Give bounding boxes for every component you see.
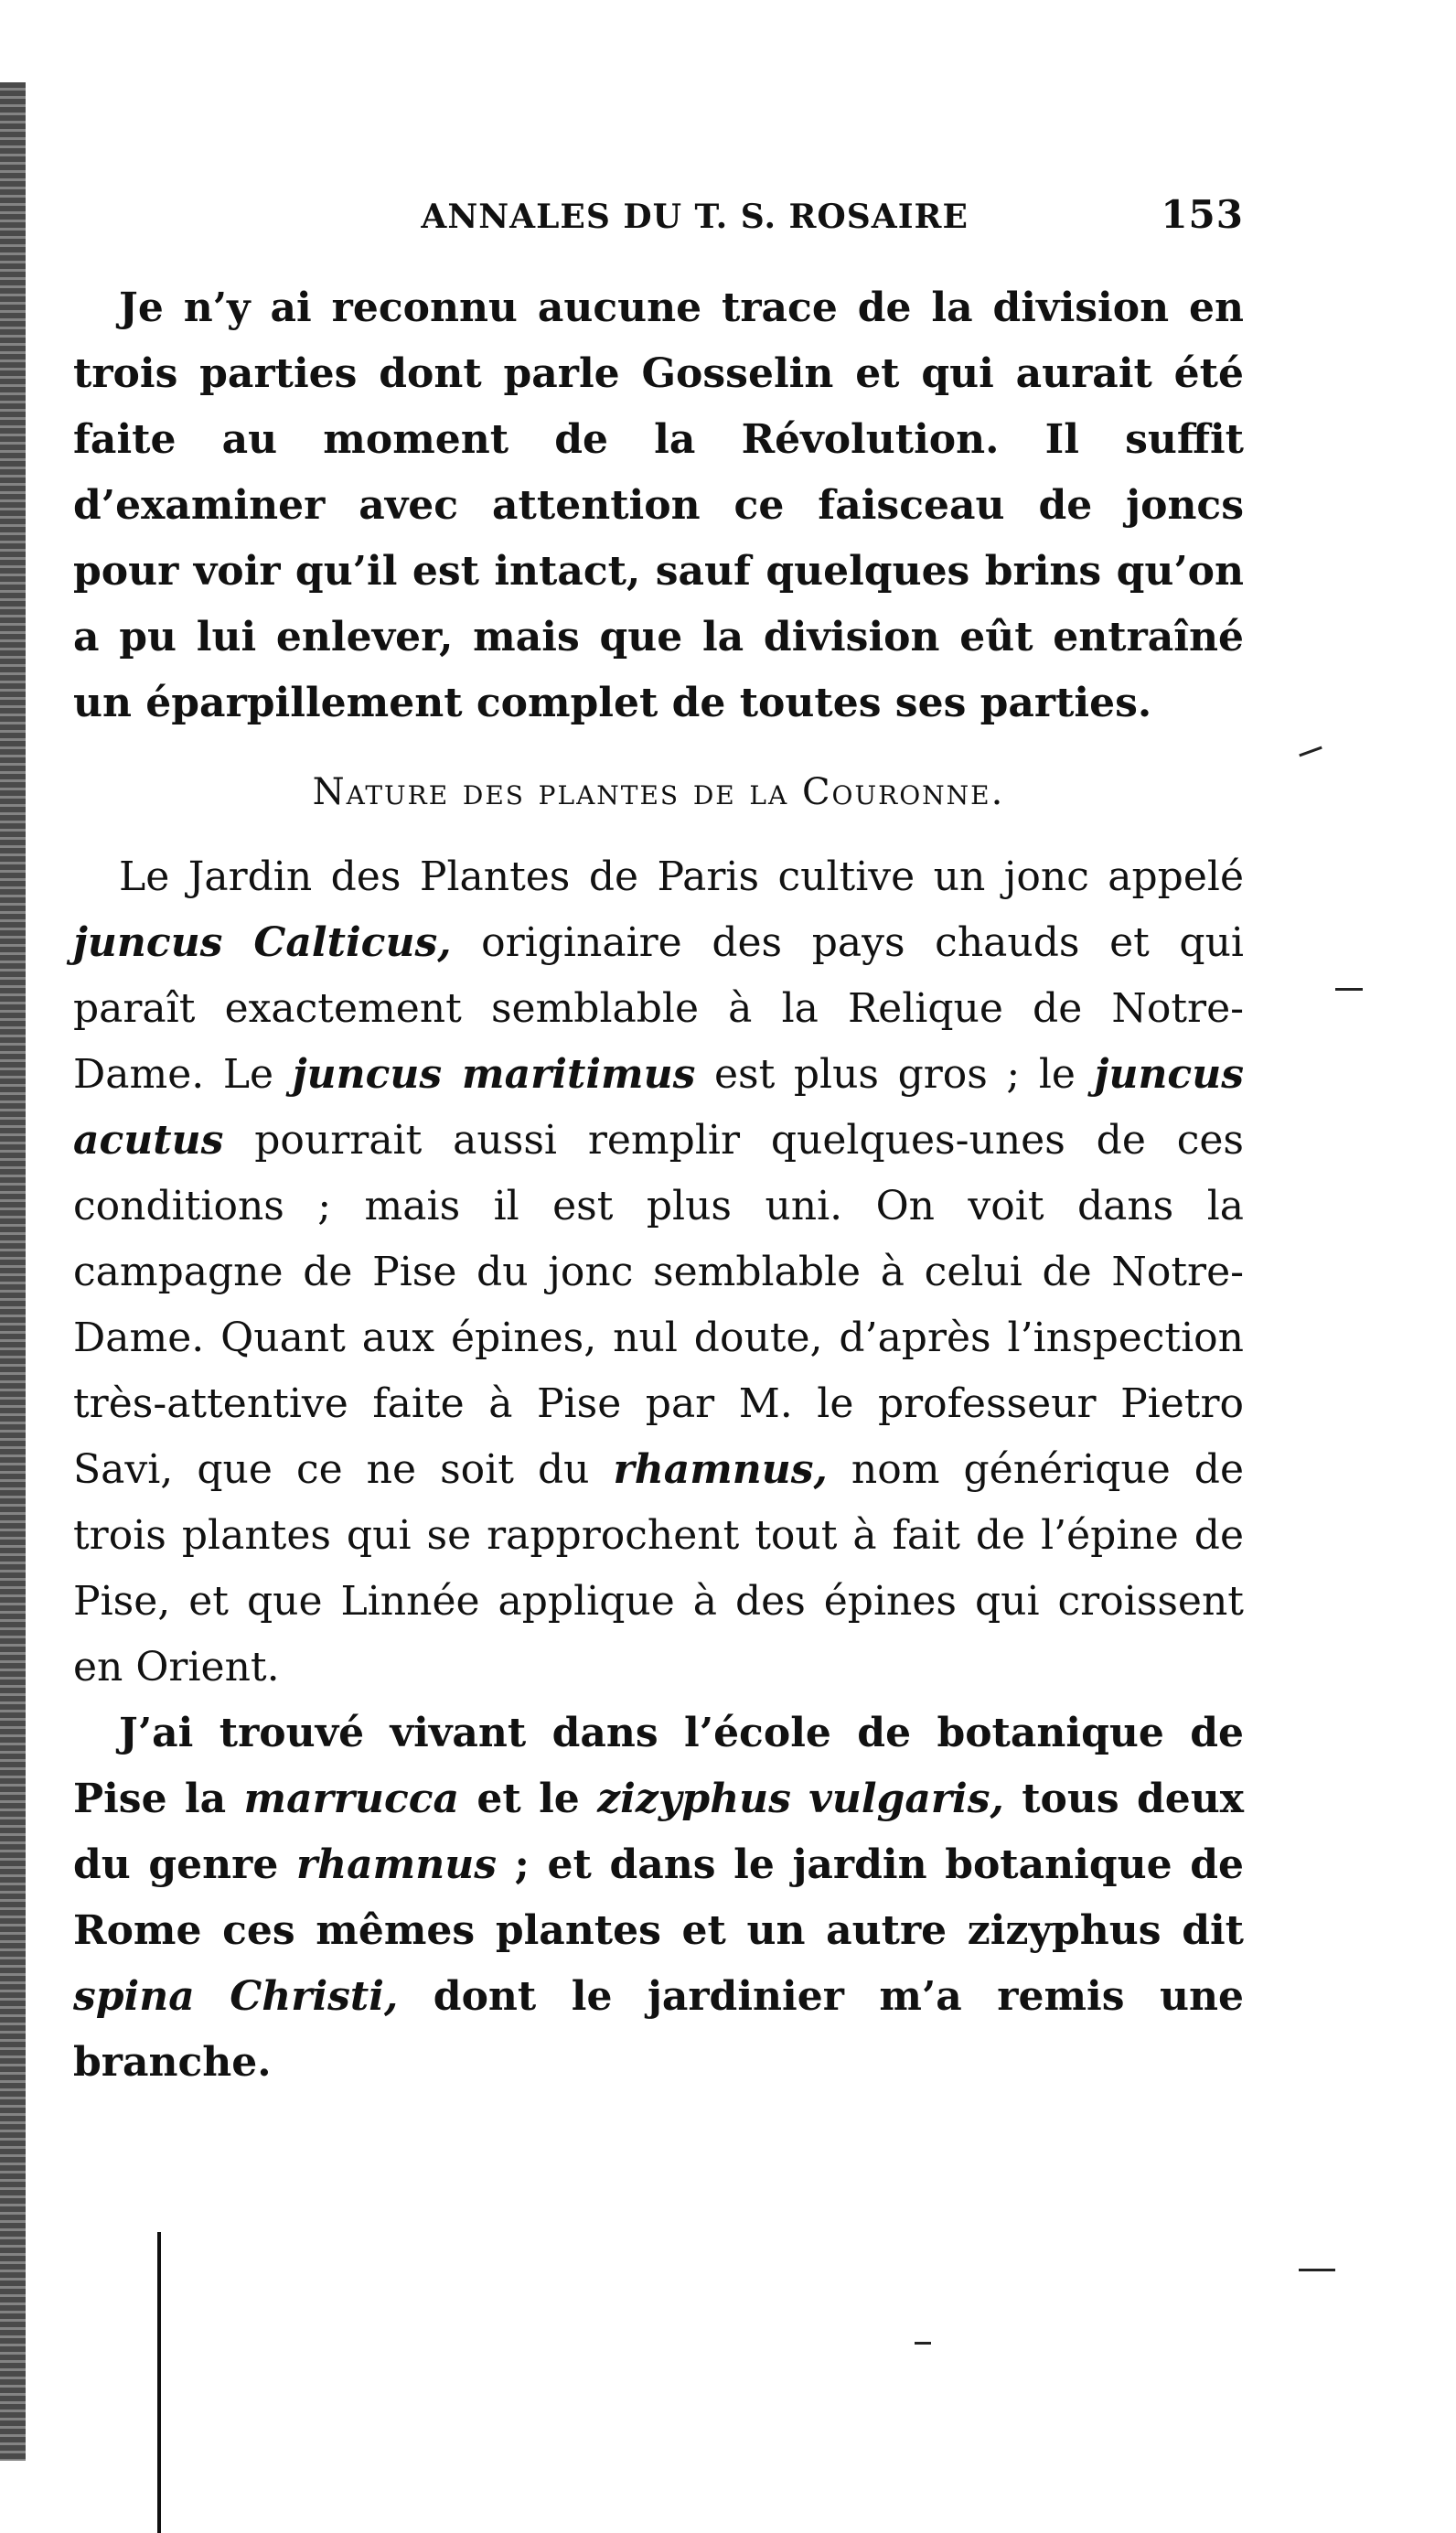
latin-term: rhamnus, (613, 1446, 828, 1493)
latin-term: juncus maritimus (292, 1051, 696, 1098)
latin-term: juncus acutus (73, 1051, 1244, 1164)
book-binding-line (157, 2232, 161, 2533)
running-title: ANNALES DU T. S. ROSAIRE (421, 198, 969, 236)
paragraph-plants (73, 844, 1244, 1701)
paragraph-text: ; et dans le jardin botanique de Rome ces mêmes plantes et un autre zizyphus dit (73, 1841, 1244, 1954)
section-heading: Nature des plantes de la Couronne. (312, 771, 1005, 813)
page-header (73, 192, 1244, 237)
paragraph-text: originaire des pays chauds et qui paraît exactement semblable à la Relique de Notre-Dame. Le (73, 919, 1244, 1098)
latin-term: marrucca (243, 1776, 460, 1822)
ink-speck (1299, 746, 1322, 757)
paragraph-text: tous deux du genre (73, 1776, 1244, 1888)
ink-speck (915, 2342, 931, 2345)
page-number: 153 (1161, 192, 1244, 237)
latin-term: rhamnus (295, 1841, 497, 1888)
book-binding-edge (0, 82, 26, 2461)
paragraph-botanical-garden (73, 1701, 1244, 2096)
paragraph-division: Je n’y ai reconnu aucune trace de la division en trois parties dont parle Gosselin et qui aurait été faite au moment de la Révolution. Il suffit d’examiner avec attention ce faisceau de joncs pour voir qu’il est intact, sauf quelques brins qu’on a pu lui enlever, mais que la division eût entraîné un éparpillement complet de toutes ses parties. (73, 284, 1244, 726)
paragraph-text: et le (459, 1776, 598, 1822)
ink-speck (1335, 988, 1363, 991)
paragraph-text: J’ai trouvé vivant dans l’école de botanique de Pise la (73, 1710, 1244, 1822)
latin-term: spina Christi, (73, 1973, 399, 2020)
latin-term: juncus Calticus, (73, 919, 452, 966)
paragraph-text: nom générique de trois plantes qui se rapprochent tout à fait de l’épine de Pise, et que Linnée applique à des épines qui croissent en Orient. (73, 1446, 1245, 1690)
paragraph-text: pourrait aussi remplir quelques-unes de ces conditions ; mais il est plus uni. On voit dans la campagne de Pise du jonc semblable à celui de Notre-Dame. Quant aux épines, nul doute, d’après l’inspection très-attentive faite à Pise par M. le professeur Pietro Savi, que ce ne soit du (73, 1117, 1244, 1493)
paragraph-text: est plus gros ; le (695, 1051, 1095, 1098)
paragraph-text: dont le jardinier m’a remis une branche. (73, 1973, 1244, 2086)
ink-speck (1299, 2269, 1335, 2271)
paragraph-text: Le Jardin des Plantes de Paris cultive un jonc appelé (119, 853, 1244, 900)
book-page (73, 192, 1244, 2096)
latin-term: zizyphus vulgaris, (597, 1776, 1004, 1822)
